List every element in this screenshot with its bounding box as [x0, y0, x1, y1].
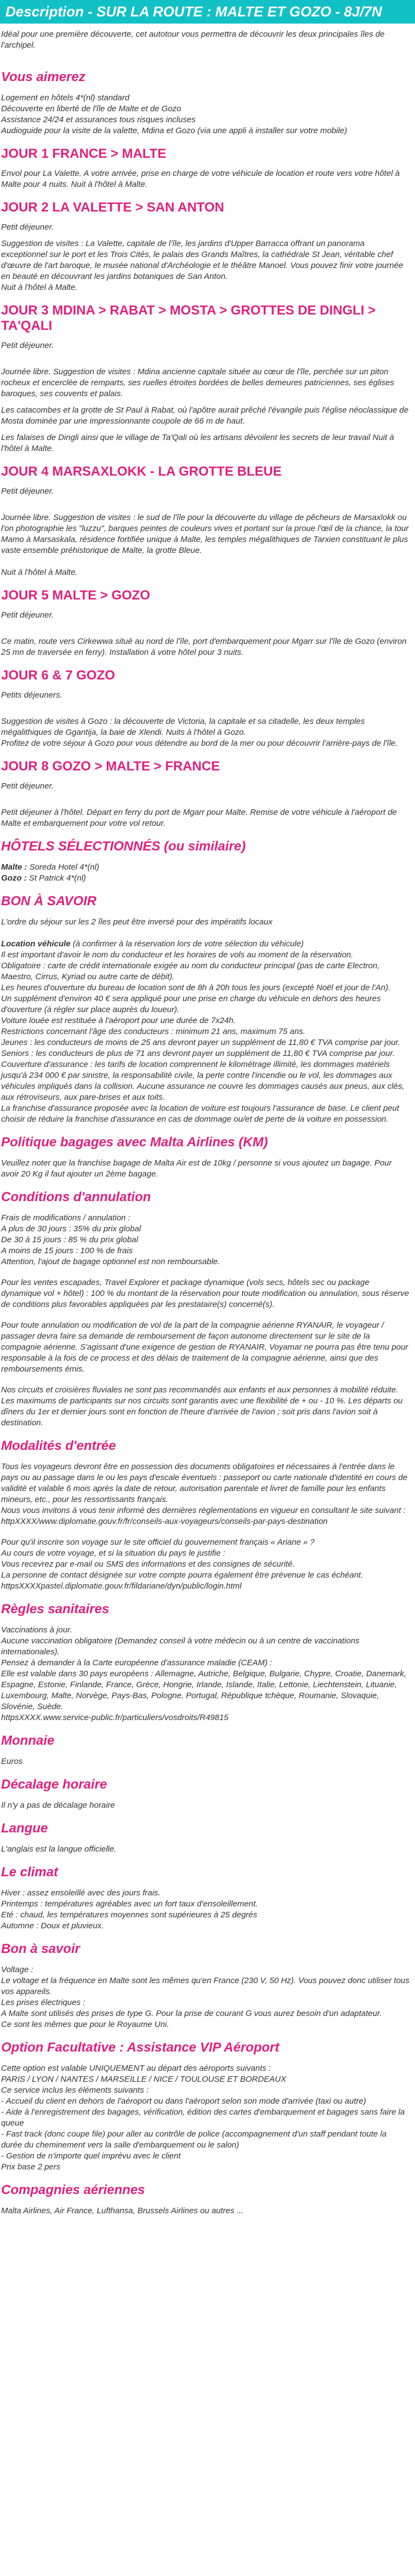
electricity-list — [1, 1964, 415, 2030]
vip-list — [1, 2063, 415, 2173]
list-item: Restrictions concernant l'âge des conducteurs : minimum 21 ans, maximum 75 ans. — [1, 1027, 306, 1036]
list-item: Eté : chaud, les températures moyennes sont supérieures à 25 degrés — [1, 1910, 257, 1920]
compagnies-heading: Compagnies aériennes — [1, 2183, 145, 2197]
list-item: httpsXXXX.www.service-public.fr/particuliers/vosdroits/R49815 — [1, 1713, 229, 1722]
climat-list — [1, 1888, 415, 1932]
list-item: A plus de 30 jours : 35% du prix global — [1, 1224, 141, 1233]
list-item: De 30 à 15 jours : 85 % du prix global — [1, 1235, 139, 1244]
bagages-heading: Politique bagages avec Malta Airlines (KM) — [1, 1135, 268, 1150]
day-5-text: Ce matin, route vers Cirkewwa situé au nord de l'île, port d'embarquement pour Mgarr sur l'île de Gozo (environ 25 mn de traversée en ferry). Installation à votre hôtel pour 3 nuits. — [1, 637, 407, 657]
list-item: Les heures d'ouverture du bureau de location sont de 8h à 20h tous les jours (excepté Noël et jour de l'An). — [1, 983, 391, 992]
day-2-night: Nuit à l'hôtel à Malte. — [1, 283, 78, 292]
monnaie-text: Euros — [1, 1757, 23, 1766]
vehicle-note: (à confirmer à la réservation lors de votre sélection du véhicule) — [70, 939, 304, 949]
hotels-list — [1, 862, 415, 884]
bagages-text: Veuillez noter que la franchise bagage de Malta Air est de 10kg / personne si vous ajoutez un bagage. Pour avoir 20 Kg il faut ajouter un 2ème bagage. — [1, 1158, 392, 1179]
list-item: Cette option est valable UNIQUEMENT au départ des aéroports suivants : — [1, 2064, 271, 2073]
list-item: Il est important d'avoir le nom du conducteur et les horaires de vols au moment de la réservation. — [1, 950, 354, 959]
list-item: Découverte en liberté de l'île de Malte et de Gozo — [1, 104, 181, 113]
vehicle-label: Location véhicule — [1, 939, 71, 949]
vip-heading: Option Facultative : Assistance VIP Aéroport — [1, 2040, 280, 2055]
list-item: A moins de 15 jours : 100 % de frais — [1, 1246, 133, 1255]
annulation-heading: Conditions d'annulation — [1, 1190, 151, 1204]
list-item: PARIS / LYON / NANTES / MARSEILLE / NICE / TOULOUSE ET BORDEAUX — [1, 2075, 286, 2084]
list-item: - Fast track (donc coupe file) pour aller au contrôle de police (accompagnement d'un staff pendant toute la durée du cheminement vers la salle d'embarquement ou le salon) — [1, 2129, 387, 2150]
vehicle-rules — [1, 939, 415, 1125]
bon-a-savoir-2-heading: Bon à savoir — [1, 1941, 80, 1956]
list-item: Pour qu'il inscrire son voyage sur le site officiel du gouvernement français « Ariane » ? — [1, 1538, 315, 1547]
list-item: Jeunes : les conducteurs de moins de 25 ans devront payer un supplément de 11,80 € TVA comprise par jour. — [1, 1038, 401, 1047]
list-item: Attention, l'ajout de bagage optionnel est non remboursable. — [1, 1257, 220, 1266]
sanitaires-heading: Règles sanitaires — [1, 1602, 109, 1617]
list-item: Voiture louée est restituée à l'aéroport pour une durée de 7x24h. — [1, 1016, 236, 1025]
list-item: - Aide à l'enregistrement des bagages, vérification, édition des cartes d'embarquement et bagages sans faire la queue — [1, 2107, 405, 2128]
hotel-gozo-value: St Patrick 4*(nl) — [26, 873, 87, 883]
page-title: Description - SUR LA ROUTE : MALTE ET GOZO - 8J/7N — [0, 0, 415, 24]
day-1-heading: JOUR 1 FRANCE > MALTE — [1, 146, 166, 161]
list-item: Ce sont les mêmes que pour le Royaume Uni. — [1, 2020, 169, 2029]
list-item: La personne de contact désignée sur votre compte pourra également être prévenue le cas échéant. — [1, 1570, 364, 1580]
annulation-text-1: Pour les ventes escapades, Travel Explorer et package dynamique (vols secs, hôtels sec ou package dynamique vol + hôtel) : 100 % du montant de la réservation pour toute modification ou annulation, sous réserve de conditions plus favorables appliquées par les prestataire(s) concerné(s). — [1, 1278, 410, 1309]
bon-a-savoir-heading: BON À SAVOIR — [1, 894, 97, 909]
day-5-breakfast: Petit déjeuner. — [1, 610, 54, 620]
day-3-text: Journée libre. Suggestion de visites : Mdina ancienne capitale située au cœur de l'île, perchée sur un piton rocheux et encerclée de remparts, ses ruelles étroites bordées de belles demeures patriciennes, ses églises baroques, ses couvents et palais. — [1, 367, 394, 398]
list-item: httpsXXXXpastel.diplomatie.gouv.fr/fildariane/dyn/public/login.html — [1, 1581, 242, 1591]
day-6-7-text: Suggestion de visites à Gozo : la découverte de Victoria, la capitale et sa citadelle, les deux temples mégalithiques de Ggantija, la baie de Xlendi. Nuits à l'hôtel à Gozo. — [1, 717, 365, 737]
annulation-text-2: Pour toute annulation ou modification de vol de la part de la compagnie aérienne RYANAIR, le voyageur / passager devra faire sa demande de remboursement de façon autonome directement sur le site de la compagnie aérienne. S'agissant d'une exigence de gestion de RYANAIR, Voyamar ne pourra pas être tenu pour responsable à la fois de ce process et des délais de traitement de la compagnie aérienne, ainsi que des remboursements émis. — [1, 1321, 408, 1374]
day-6-7-breakfast: Petits déjeuners. — [1, 690, 62, 700]
day-5-heading: JOUR 5 MALTE > GOZO — [1, 588, 151, 603]
list-item: Pensez à demander à la Carte européenne d'assurance maladie (CEAM) : — [1, 1658, 272, 1667]
ariane-info — [1, 1537, 415, 1592]
annulation-text-3: Nos circuits et croisières fluviales ne sont pas recommandés aux enfants et aux personnes à mobilité réduite. Les maximums de participants sur nos circuits sont garantis avec une flexibilité de + ou - 10 %. Les départs ou dîners du 1er et dernier jours sont en fonction de l'heure d'arrivée de l'avion ; soit pris dans l'avion soit à destination. — [1, 1385, 403, 1427]
monnaie-heading: Monnaie — [1, 1733, 55, 1748]
list-item: - Accueil du client en dehors de l'aéroport ou dans l'aéroport selon son mode d'arrivée (taxi ou autre) — [1, 2097, 366, 2106]
list-item: Printemps : températures agréables avec un fort taux d'ensoleillement. — [1, 1899, 258, 1909]
list-item: Automne : Doux et pluvieux. — [1, 1921, 104, 1930]
day-1-text: Envol pour La Valette. A votre arrivée, prise en charge de votre véhicule de location et route vers votre hôtel à Malte pour 4 nuits. Nuit à l'hôtel à Malte. — [1, 169, 400, 189]
day-4-text: Journée libre. Suggestion de visites : le sud de l'île pour la découverte du village de pêcheurs de Marsaxlokk ou l'on photographie les "luzzu", barques peintes de couleurs vives et portant sur la proue l'œil de la chance, la tour Mamo à Marsaskala, résidence fortifiée unique à Malte, les temples mégalithiques de Tarxien constituant le plus vaste ensemble préhistorique de Malte, la grotte Bleue. — [1, 513, 409, 555]
entree-text-1b: Nous vous invitons à vous tenir informé des dernières réglementations en vigueur en consultant le site suivant : httpXXXX/www.diplomatie.gouv.fr/fr/conseils-aux-voyageurs/conseils-par-pays-destination — [1, 1506, 406, 1526]
list-item: Ce service inclus les éléments suivants : — [1, 2086, 149, 2095]
order-note: L'ordre du séjour sur les 2 îles peut être inversé pour des impératifs locaux — [1, 917, 273, 927]
list-item: Prix base 2 pers — [1, 2162, 61, 2172]
entree-heading: Modalités d'entrée — [1, 1438, 116, 1453]
day-8-text: Petit déjeuner à l'hôtel. Départ en ferry du port de Mgarr pour Malte. Remise de votre véhicule à l'aéroport de Malte et embarquement pour votre vol retour. — [1, 808, 397, 828]
list-item: Seniors : les conducteurs de plus de 71 ans devront payer un supplément de 11,80 € TVA comprise par jour. — [1, 1049, 395, 1058]
list-item: Obligatoire : carte de crédit internationale exigée au nom du conducteur principal (pas de carte Electron, Maestro, Cirrus, Kyriad ou autre carte de débit). — [1, 961, 380, 981]
langue-heading: Langue — [1, 1821, 48, 1836]
list-item: Couverture d'assurance : les tarifs de location comprennent le kilométrage illimité, les dommages matériels jusqu'à 234 000 € par sinistre, la responsabilité civile, la perte contre l'incendie ou le vol, les dommages aux véhicules impliqués dans la collision. Aucune assurance ne couvre les dommages causés aux pneus, aux clés, aux rétroviseurs, aux pare-brises et aux toits. — [1, 1060, 405, 1102]
day-4-heading: JOUR 4 MARSAXLOKK - LA GROTTE BLEUE — [1, 464, 282, 479]
list-item: Un supplément d'environ 40 € sera appliqué pour une prise en charge du véhicule en dehors des heures d'ouverture (à régler sur place auprès du loueur). — [1, 994, 381, 1014]
day-6-7-heading: JOUR 6 & 7 GOZO — [1, 668, 116, 683]
list-item: Au cours de votre voyage, et si la situation du pays le justifie : — [1, 1549, 226, 1558]
list-item: La franchise d'assurance proposée avec la location de voiture est toujours l'assurance de base. Le client peut choisir de réduire la franchise d'assurance en cas de dommage ou/et de perte de la voiture en possession. — [1, 1104, 400, 1124]
horaire-text: Il n'y a pas de décalage horaire — [1, 1801, 116, 1810]
hotel-malte-value: Soreda Hotel 4*(nl) — [27, 863, 100, 872]
sanitaires-list — [1, 1625, 415, 1723]
list-item: Voltage : — [1, 1965, 33, 1974]
vous-aimerez-heading: Vous aimerez — [1, 70, 85, 84]
hotel-gozo-label: Gozo : — [1, 873, 27, 883]
hotel-malte — [1, 862, 415, 873]
day-4-breakfast: Petit déjeuner. — [1, 487, 54, 496]
hotel-malte-label: Malte : — [1, 863, 27, 872]
vehicle-heading — [1, 939, 410, 950]
list-item: Vaccinations à jour. — [1, 1625, 72, 1635]
list-item: Hiver : assez ensoleillé avec des jours frais. — [1, 1888, 160, 1898]
list-item: Elle est valable dans 30 pays européens : Allemagne, Autriche, Belgique, Bulgarie, Chypre, Croatie, Danemark, Espagne, Estonie, Finlande, France, Grèce, Hongrie, Irlande, Islande, Italie, Lettonie, Liechtenstein, Lituanie, Luxembourg, Malte, Norvège, Pays-Bas, Pologne, Portugal, République tchèque, Roumanie, Slovaquie, Slovénie, Suède. — [1, 1669, 407, 1711]
list-item: Le voltage et la fréquence en Malte sont les mêmes qu'en France (230 V, 50 Hz). Vous pouvez donc utiliser tous vos appareils. — [1, 1976, 410, 1996]
list-item: - Gestion de n'importe quel imprévu avec le client — [1, 2151, 181, 2161]
list-item: Les prises électriques : — [1, 1998, 85, 2007]
vous-aimerez-list — [1, 93, 415, 136]
list-item: Audioguide pour la visite de la valette, Mdina et Gozo (via une appli à installer sur votre mobile) — [1, 126, 348, 135]
day-6-7-text-2: Profitez de votre séjour à Gozo pour vous détendre au bord de la mer ou pour découvrir l'arrière-pays de l'île. — [1, 739, 398, 748]
list-item: A Malte sont utilisés des prises de type G. Pour la prise de courant G vous aurez besoin d'un adaptateur. — [1, 2009, 382, 2018]
compagnies-text: Malta Airlines, Air France, Lufthansa, Brussels Airlines ou autres ... — [1, 2206, 244, 2215]
day-4-night: Nuit à l'hôtel à Malte. — [1, 568, 78, 577]
day-3-text-2: Les catacombes et la grotte de St Paul à Rabat, où l'apôtre aurait prêché l'évangile puis l'église néoclassique de Mosta dominée par une impressionnante coupole de 66 m de haut. — [1, 405, 409, 426]
list-item: Logement en hôtels 4*(nl) standard — [1, 93, 130, 102]
day-3-breakfast: Petit déjeuner. — [1, 341, 54, 350]
day-2-breakfast: Petit déjeuner. — [1, 222, 54, 232]
list-item: Assistance 24/24 et assurances tous risques incluses — [1, 115, 196, 124]
list-item: Aucune vaccination obligatoire (Demandez conseil à votre médecin ou à un centre de vaccinations internationales). — [1, 1636, 360, 1657]
hotel-gozo — [1, 873, 415, 884]
day-3-text-3: Les falaises de Dingli ainsi que le village de Ta'Qali où les artisans dévoilent les secrets de leur travail Nuit à l'hôtel à Malte. — [1, 433, 394, 453]
horaire-heading: Décalage horaire — [1, 1777, 107, 1792]
day-3-heading: JOUR 3 MDINA > RABAT > MOSTA > GROTTES DE DINGLI > TA'QALI — [1, 303, 376, 333]
list-item: Vous recevrez par e-mail ou SMS des informations et des consignes de sécurité. — [1, 1560, 295, 1569]
list-item: Frais de modifications / annulation : — [1, 1213, 130, 1223]
annulation-fees — [1, 1213, 415, 1267]
day-2-text: Suggestion de visites : La Valette, capitale de l'île, les jardins d'Upper Barracca offrant un panorama exceptionnel sur le port et les Trois Cités, le palais des Grands Maîtres, la cathédrale St Jean, véritable chef d'œuvre de l'art baroque, le musée national d'Archéologie et le théâtre Manoel. Vous pouvez finir votre journée en beauté en découvrant les jardins botaniques de San Anton. — [1, 239, 404, 281]
entree-text-1: Tous les voyageurs devront être en possession des documents obligatoires et nécessaires à l'entrée dans le pays ou au passage dans le ou les pays d'escale éventuels : passeport ou carte nationale d'identité en cours de validité et valable 6 mois après la date de retour, autorisation parentale et livret de famille pour les enfants mineurs, etc., pour les ressortissants français. — [1, 1462, 408, 1504]
day-8-breakfast: Petit déjeuner. — [1, 781, 54, 791]
day-2-heading: JOUR 2 LA VALETTE > SAN ANTON — [1, 200, 224, 215]
langue-text: L'anglais est la langue officielle. — [1, 1844, 117, 1854]
hotels-heading: HÔTELS SÉLECTIONNÉS (ou similaire) — [1, 839, 246, 854]
climat-heading: Le climat — [1, 1865, 59, 1880]
intro-text: Idéal pour une première découverte, cet autotour vous permettra de découvrir les deux principales îles de l'archipel. — [1, 30, 385, 50]
day-8-heading: JOUR 8 GOZO > MALTE > FRANCE — [1, 759, 220, 774]
